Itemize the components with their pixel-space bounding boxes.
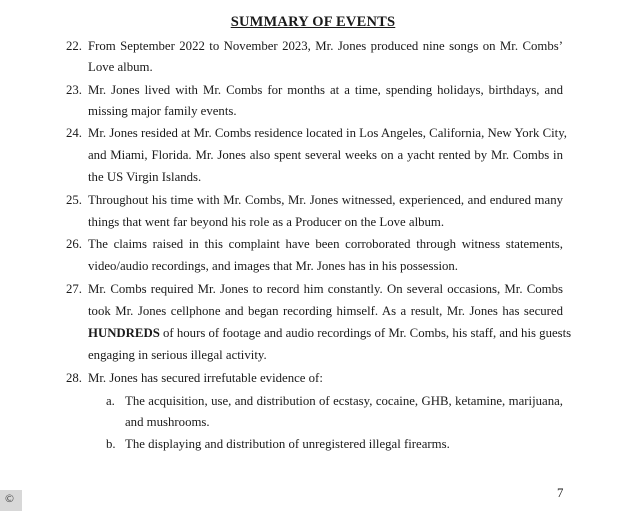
- subitem-line: The acquisition, use, and distribution of ecstasy, cocaine, GHB, ketamine, marijuana,: [125, 394, 563, 408]
- paragraph-number: 25.: [66, 193, 82, 207]
- paragraph-number: 22.: [66, 39, 82, 53]
- paragraph-line: the US Virgin Islands.: [88, 170, 202, 184]
- subitem-letter: b.: [106, 437, 116, 451]
- paragraph-line: Mr. Jones lived with Mr. Combs for months at a time, spending holidays, birthdays, and: [88, 83, 563, 97]
- paragraph-line: The claims raised in this complaint have been corroborated through witness statements,: [88, 237, 563, 251]
- subitem-line: The displaying and distribution of unregistered illegal firearms.: [125, 437, 450, 451]
- copyright-badge: [0, 490, 22, 511]
- paragraph-line: Throughout his time with Mr. Combs, Mr. Jones witnessed, experienced, and endured many: [88, 193, 563, 207]
- paragraph-number: 26.: [66, 237, 82, 251]
- paragraph-line-with-bold: [88, 325, 572, 341]
- paragraph-line: missing major family events.: [88, 104, 237, 118]
- subitem-line: and mushrooms.: [125, 415, 210, 429]
- paragraph-number: 28.: [66, 371, 82, 385]
- copyright-icon: ©: [4, 492, 15, 505]
- paragraph-line: engaging in serious illegal activity.: [88, 348, 267, 362]
- section-title: SUMMARY OF EVENTS: [230, 14, 396, 30]
- paragraph-line: things that went far beyond his role as a Producer on the Love album.: [88, 215, 445, 229]
- paragraph-line: Mr. Jones resided at Mr. Combs residence located in Los Angeles, California, New York City,: [88, 126, 567, 140]
- paragraph-line: Love album.: [88, 60, 153, 74]
- paragraph-number: 27.: [66, 282, 82, 296]
- paragraph-line: From September 2022 to November 2023, Mr. Jones produced nine songs on Mr. Combs’: [88, 39, 563, 53]
- paragraph-number: 24.: [66, 126, 82, 140]
- page-number: 7: [557, 486, 564, 500]
- paragraph-line: Mr. Jones has secured irrefutable evidence of:: [88, 371, 323, 385]
- paragraph-line: Mr. Combs required Mr. Jones to record him constantly. On several occasions, Mr. Combs: [88, 282, 563, 296]
- paragraph-line: video/audio recordings, and images that Mr. Jones has in his possession.: [88, 259, 458, 273]
- bold-emphasis: HUNDREDS: [88, 326, 160, 340]
- subitem-letter: a.: [106, 394, 115, 408]
- paragraph-number: 23.: [66, 83, 82, 97]
- paragraph-line-rest: of hours of footage and audio recordings of Mr. Combs, his staff, and his guests: [159, 326, 572, 340]
- paragraph-line: took Mr. Jones cellphone and began recording himself. As a result, Mr. Jones has secured: [88, 304, 563, 318]
- paragraph-line: and Miami, Florida. Mr. Jones also spent several weeks on a yacht rented by Mr. Combs in: [88, 148, 563, 162]
